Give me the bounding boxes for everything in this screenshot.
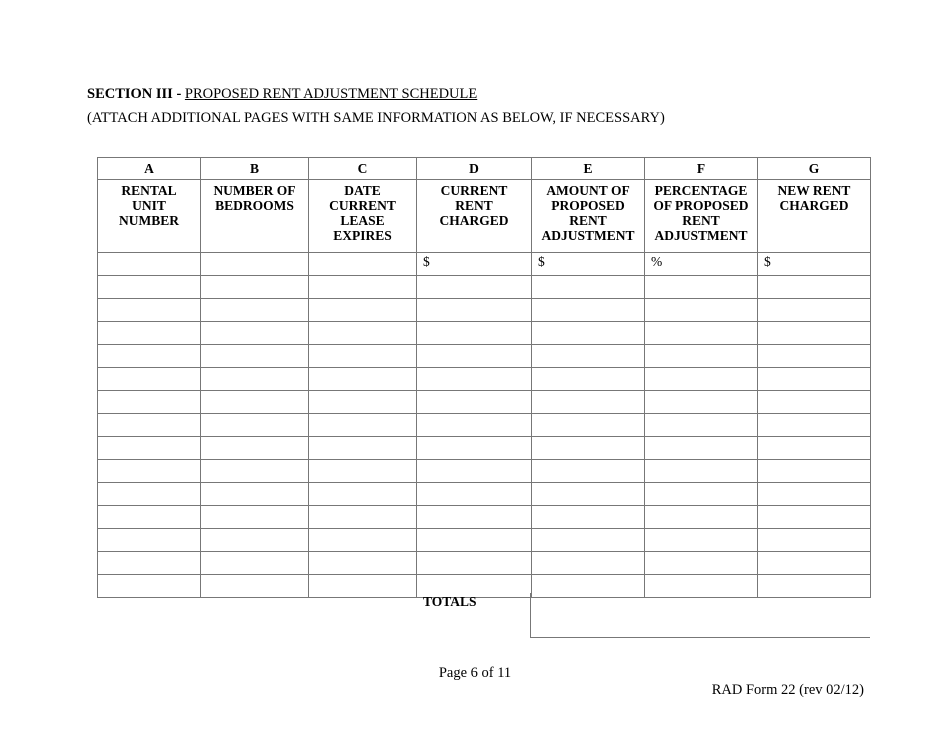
cell-f[interactable]: [645, 345, 758, 368]
cell-b[interactable]: [201, 552, 309, 575]
cell-d[interactable]: [417, 483, 532, 506]
cell-b[interactable]: [201, 414, 309, 437]
cell-g[interactable]: [758, 253, 871, 276]
cell-b[interactable]: [201, 276, 309, 299]
cell-f[interactable]: [645, 437, 758, 460]
table-row: [98, 414, 871, 437]
cell-a[interactable]: [98, 253, 201, 276]
cell-f[interactable]: [645, 529, 758, 552]
column-header-e: [532, 180, 645, 253]
section-heading: PROPOSED RENT ADJUSTMENT SCHEDULE: [184, 86, 478, 102]
cell-e[interactable]: [532, 391, 645, 414]
cell-f[interactable]: [645, 506, 758, 529]
rent-adjustment-table: [97, 157, 871, 598]
cell-f[interactable]: [645, 276, 758, 299]
table-row: [98, 368, 871, 391]
unit-prefix: $: [538, 254, 545, 269]
column-header-line: NEW RENT: [777, 183, 851, 198]
cell-a[interactable]: [98, 391, 201, 414]
cell-a[interactable]: [98, 575, 201, 598]
cell-g[interactable]: [758, 345, 871, 368]
column-header-line: CHARGED: [439, 213, 509, 228]
column-header-a: [98, 180, 201, 253]
column-header-line: OF PROPOSED: [653, 198, 749, 213]
cell-c[interactable]: [309, 299, 417, 322]
cell-d[interactable]: [417, 253, 532, 276]
cell-d[interactable]: [417, 391, 532, 414]
cell-e[interactable]: [532, 345, 645, 368]
column-header-b: [201, 180, 309, 253]
cell-b[interactable]: [201, 483, 309, 506]
cell-e[interactable]: [532, 437, 645, 460]
column-header-line: DATE: [344, 183, 381, 198]
cell-f[interactable]: [645, 253, 758, 276]
cell-a[interactable]: [98, 483, 201, 506]
totals-label: TOTALS: [423, 594, 477, 609]
cell-g[interactable]: [758, 529, 871, 552]
cell-c[interactable]: [309, 575, 417, 598]
cell-g[interactable]: [758, 414, 871, 437]
column-header-line: ADJUSTMENT: [541, 228, 635, 243]
cell-e[interactable]: [532, 414, 645, 437]
form-id: RAD Form 22 (rev 02/12): [711, 682, 864, 698]
table-row: [98, 322, 871, 345]
table-body: [98, 253, 871, 598]
column-letter-g: G: [758, 158, 871, 180]
cell-d[interactable]: [417, 345, 532, 368]
column-header-d: [417, 180, 532, 253]
cell-g[interactable]: [758, 483, 871, 506]
column-letter-row: [98, 158, 871, 180]
section-title: [87, 86, 477, 103]
table-row: [98, 253, 871, 276]
column-header-line: RENT: [455, 198, 493, 213]
column-header-g: [758, 180, 871, 253]
unit-prefix: $: [423, 254, 430, 269]
column-header-f: [645, 180, 758, 253]
cell-g[interactable]: [758, 322, 871, 345]
column-letter-e: E: [532, 158, 645, 180]
cell-e[interactable]: [532, 529, 645, 552]
cell-d[interactable]: [417, 529, 532, 552]
table-row: [98, 276, 871, 299]
cell-g[interactable]: [758, 391, 871, 414]
cell-g[interactable]: [758, 276, 871, 299]
cell-d[interactable]: [417, 437, 532, 460]
cell-e[interactable]: [532, 506, 645, 529]
cell-b[interactable]: [201, 253, 309, 276]
column-header-line: UNIT: [132, 198, 166, 213]
totals-field[interactable]: [530, 593, 870, 638]
column-header-line: PERCENTAGE: [654, 183, 748, 198]
cell-g[interactable]: [758, 552, 871, 575]
cell-e[interactable]: [532, 483, 645, 506]
cell-d[interactable]: [417, 414, 532, 437]
cell-f[interactable]: [645, 299, 758, 322]
cell-g[interactable]: [758, 368, 871, 391]
column-header-line: NUMBER OF: [213, 183, 296, 198]
cell-d[interactable]: [417, 322, 532, 345]
cell-a[interactable]: [98, 276, 201, 299]
cell-d[interactable]: [417, 552, 532, 575]
cell-g[interactable]: [758, 460, 871, 483]
cell-e[interactable]: [532, 253, 645, 276]
column-header-line: RENTAL: [121, 183, 177, 198]
table-row: [98, 506, 871, 529]
cell-c[interactable]: [309, 345, 417, 368]
cell-e[interactable]: [532, 460, 645, 483]
cell-d[interactable]: [417, 299, 532, 322]
column-header-line: NUMBER: [119, 213, 179, 228]
table-row: [98, 299, 871, 322]
table-row: [98, 460, 871, 483]
cell-c[interactable]: [309, 276, 417, 299]
cell-f[interactable]: [645, 483, 758, 506]
cell-e[interactable]: [532, 368, 645, 391]
cell-b[interactable]: [201, 529, 309, 552]
table-row: [98, 345, 871, 368]
column-label-row: [98, 180, 871, 253]
column-letter-d: D: [417, 158, 532, 180]
cell-e[interactable]: [532, 552, 645, 575]
column-header-line: CURRENT: [440, 183, 508, 198]
cell-f[interactable]: [645, 460, 758, 483]
cell-a[interactable]: [98, 345, 201, 368]
cell-b[interactable]: [201, 299, 309, 322]
cell-b[interactable]: [201, 460, 309, 483]
table-row: [98, 437, 871, 460]
cell-f[interactable]: [645, 414, 758, 437]
cell-b[interactable]: [201, 345, 309, 368]
column-header-line: CHARGED: [779, 198, 849, 213]
cell-c[interactable]: [309, 552, 417, 575]
table-row: [98, 483, 871, 506]
cell-a[interactable]: [98, 437, 201, 460]
cell-c[interactable]: [309, 437, 417, 460]
column-letter-f: F: [645, 158, 758, 180]
column-header-line: AMOUNT OF: [546, 183, 630, 198]
cell-e[interactable]: [532, 276, 645, 299]
cell-d[interactable]: [417, 368, 532, 391]
cell-a[interactable]: [98, 322, 201, 345]
cell-d[interactable]: [417, 506, 532, 529]
cell-g[interactable]: [758, 437, 871, 460]
column-letter-a: A: [98, 158, 201, 180]
cell-c[interactable]: [309, 506, 417, 529]
cell-f[interactable]: [645, 368, 758, 391]
column-header-c: [309, 180, 417, 253]
cell-c[interactable]: [309, 253, 417, 276]
cell-b[interactable]: [201, 437, 309, 460]
cell-f[interactable]: [645, 391, 758, 414]
cell-f[interactable]: [645, 322, 758, 345]
section-prefix: SECTION III -: [87, 86, 182, 102]
column-header-line: RENT: [682, 213, 720, 228]
cell-a[interactable]: [98, 460, 201, 483]
cell-a[interactable]: [98, 506, 201, 529]
page-number: Page 6 of 11: [438, 665, 512, 681]
table-row: [98, 529, 871, 552]
cell-f[interactable]: [645, 552, 758, 575]
cell-g[interactable]: [758, 299, 871, 322]
column-header-line: ADJUSTMENT: [654, 228, 748, 243]
column-header-line: BEDROOMS: [215, 198, 294, 213]
cell-c[interactable]: [309, 368, 417, 391]
cell-c[interactable]: [309, 483, 417, 506]
column-header-line: PROPOSED: [551, 198, 625, 213]
cell-b[interactable]: [201, 575, 309, 598]
unit-prefix: $: [764, 254, 771, 269]
cell-c[interactable]: [309, 414, 417, 437]
cell-c[interactable]: [309, 529, 417, 552]
table-row: [98, 552, 871, 575]
cell-a[interactable]: [98, 552, 201, 575]
cell-c[interactable]: [309, 391, 417, 414]
column-header-line: CURRENT: [329, 198, 396, 213]
cell-b[interactable]: [201, 506, 309, 529]
cell-e[interactable]: [532, 299, 645, 322]
cell-a[interactable]: [98, 368, 201, 391]
cell-g[interactable]: [758, 506, 871, 529]
column-header-line: LEASE: [340, 213, 385, 228]
cell-b[interactable]: [201, 368, 309, 391]
cell-c[interactable]: [309, 322, 417, 345]
cell-c[interactable]: [309, 460, 417, 483]
column-header-line: EXPIRES: [333, 228, 392, 243]
column-letter-c: C: [309, 158, 417, 180]
cell-b[interactable]: [201, 391, 309, 414]
cell-b[interactable]: [201, 322, 309, 345]
cell-d[interactable]: [417, 460, 532, 483]
section-note: (ATTACH ADDITIONAL PAGES WITH SAME INFORMATION AS BELOW, IF NECESSARY): [87, 110, 665, 126]
column-header-line: RENT: [569, 213, 607, 228]
cell-d[interactable]: [417, 276, 532, 299]
cell-a[interactable]: [98, 414, 201, 437]
table-row: [98, 391, 871, 414]
cell-a[interactable]: [98, 299, 201, 322]
column-letter-b: B: [201, 158, 309, 180]
cell-e[interactable]: [532, 322, 645, 345]
unit-prefix: %: [651, 254, 663, 269]
cell-a[interactable]: [98, 529, 201, 552]
